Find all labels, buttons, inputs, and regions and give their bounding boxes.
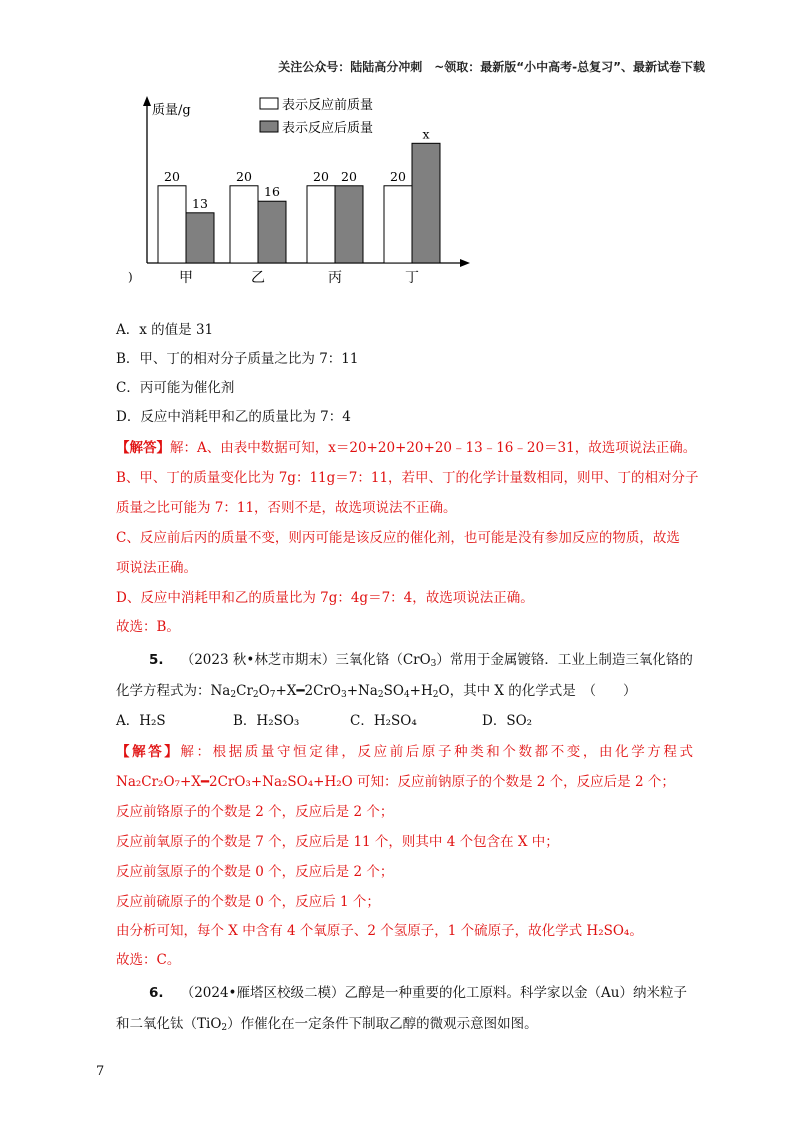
category-label: 乙 [251, 270, 265, 286]
bar [186, 213, 214, 263]
q5-stem-text: +X━2CrO [275, 683, 341, 699]
q4-answer-line: C、反应前后丙的质量不变，则丙可能是该反应的催化剂，也可能是没有参加反应的物质，故选 [116, 530, 680, 546]
q4-answer-line: 质量之比可能为 7：11，否则不是，故选项说法不正确。 [116, 500, 457, 516]
q5-stem-text: O [258, 683, 270, 699]
data-label: x [422, 126, 430, 142]
bar [230, 186, 258, 263]
q5-stem-text: SO [383, 683, 404, 699]
bar [307, 186, 335, 263]
q4-option-a: A．x 的值是 31 [116, 322, 214, 338]
data-label: 20 [390, 168, 406, 184]
page-header: 关注公众号：陆陆高分冲刺 ~领取：最新版“小中高考-总复习”、最新试卷下载 [278, 60, 705, 74]
q5-answer-line: 反应前氧原子的个数是 7 个，反应后是 11 个，则其中 4 个包含在 X 中； [116, 834, 559, 850]
q5-stem-text: +H [409, 683, 433, 699]
q5-stem-line: 5. （2023 秋•林芝市期末）三氧化铬（CrO$_3$）常用于金属镀铬．工业上制造三氧化铬的 [149, 652, 693, 669]
q5-answer-line: Na₂Cr₂O₇+X━2CrO₃+Na₂SO₄+H₂O 可知：反应前钠原子的个数是 2 个，反应后是 2 个； [116, 774, 675, 790]
q5-option-b: B．H₂SO₃ [233, 713, 300, 729]
q5-stem-line: 化学方程式为：$Na_2Cr_2O_7+X━2CrO_3+Na_2SO_4+H_2O$，其中 X 的化学式是 （ ） [116, 683, 637, 700]
bar-chart [100, 86, 490, 286]
q4-option-b: B．甲、丁的相对分子质量之比为 7：11 [116, 351, 359, 367]
q6-stem-text: 和二氧化钛（TiO [116, 1016, 222, 1032]
q6-stem-line [149, 981, 687, 1001]
category-label: 丁 [405, 270, 419, 286]
q5-options [116, 709, 532, 729]
x-axis-arrow [460, 259, 470, 267]
q4-answer-line: B、甲、丁的质量变化比为 7g：11g＝7：11，若甲、丁的化学计量数相同，则甲、丁的相对分子 [116, 470, 699, 486]
data-label: 16 [264, 184, 280, 200]
q5-conclusion: 故选：C。 [116, 952, 181, 968]
bar [384, 186, 412, 263]
q5-stem-text: +Na [346, 683, 378, 699]
q6-stem-line: 和二氧化钛（TiO$_2$）作催化在一定条件下制取乙醇的微观示意图如图。 [116, 1016, 538, 1033]
q5-answer-text: 解：根据质量守恒定律，反应前后原子种类和个数都不变，由化学方程式 [180, 744, 696, 760]
data-label: 13 [192, 195, 208, 211]
q5-answer-line: 由分析可知，每个 X 中含有 4 个氧原子、2 个氢原子，1 个硫原子，故化学式 H₂SO₄。 [116, 923, 643, 939]
q5-answer-tag: 【解答】 [116, 744, 181, 760]
q5-stem-text: Cr [236, 683, 253, 699]
q5-number: 5. [149, 652, 164, 668]
bar [158, 186, 186, 263]
q4-option-c: C．丙可能为催化剂 [116, 380, 235, 396]
q4-answer-line: D、反应中消耗甲和乙的质量比为 7g：4g＝7：4，故选项说法正确。 [116, 590, 534, 606]
bar [258, 201, 286, 263]
q6-number: 6. [149, 985, 164, 1001]
q5-answer-line: 反应前氢原子的个数是 0 个，反应后是 2 个； [116, 864, 394, 880]
q4-option-d: D．反应中消耗甲和乙的质量比为 7：4 [116, 409, 351, 425]
q5-option-d: D．SO₂ [482, 713, 533, 729]
q6-stem-text: （2024•雁塔区校级二模）乙醇是一种重要的化工原料。科学家以金（Au）纳米粒子 [180, 985, 687, 1001]
stray-mark: ) [128, 270, 133, 284]
legend-swatch [260, 98, 278, 109]
q5-stem-text: （2023 秋•林芝市期末）三氧化铬（CrO [180, 652, 431, 668]
data-label: 20 [164, 168, 180, 184]
q5-answer-line: 反应前硫原子的个数是 0 个，反应后 1 个； [116, 894, 380, 910]
q5-stem-text: O，其中 X 的化学式是 （ ） [438, 683, 637, 699]
legend-label: 表示反应后质量 [282, 121, 374, 136]
bar [412, 143, 440, 263]
category-label: 丙 [328, 270, 342, 286]
category-label: 甲 [179, 270, 193, 286]
q5-answer-line [116, 740, 696, 760]
q4-conclusion: 故选：B。 [116, 619, 180, 635]
y-axis-arrow [143, 96, 151, 106]
q4-answer-line [116, 436, 696, 456]
page-number: 7 [96, 1064, 105, 1079]
y-axis-label: 质量/g [152, 103, 191, 118]
q4-answer-tag: 【解答】 [116, 440, 170, 456]
data-label: 20 [236, 168, 252, 184]
q5-option-c: C．H₂SO₄ [350, 713, 417, 729]
legend-label: 表示反应前质量 [282, 98, 374, 113]
q4-answer-text: 解：A、由表中数据可知，x＝20+20+20+20﹣13﹣16﹣20＝31，故选项说法正确。 [170, 440, 697, 456]
data-label: 20 [313, 168, 329, 184]
bar [335, 186, 363, 263]
q6-stem-text: ）作催化在一定条件下制取乙醇的微观示意图如图。 [227, 1016, 538, 1032]
legend-swatch [260, 121, 278, 132]
q4-answer-line: 项说法正确。 [116, 560, 197, 576]
q5-stem-text: ）常用于金属镀铬．工业上制造三氧化铬的 [436, 652, 693, 668]
q5-answer-line: 反应前铬原子的个数是 2 个，反应后是 2 个； [116, 804, 394, 820]
data-label: 20 [341, 168, 357, 184]
q5-option-a: A．H₂S [116, 713, 166, 729]
q5-stem-text: 化学方程式为：Na [116, 683, 231, 699]
